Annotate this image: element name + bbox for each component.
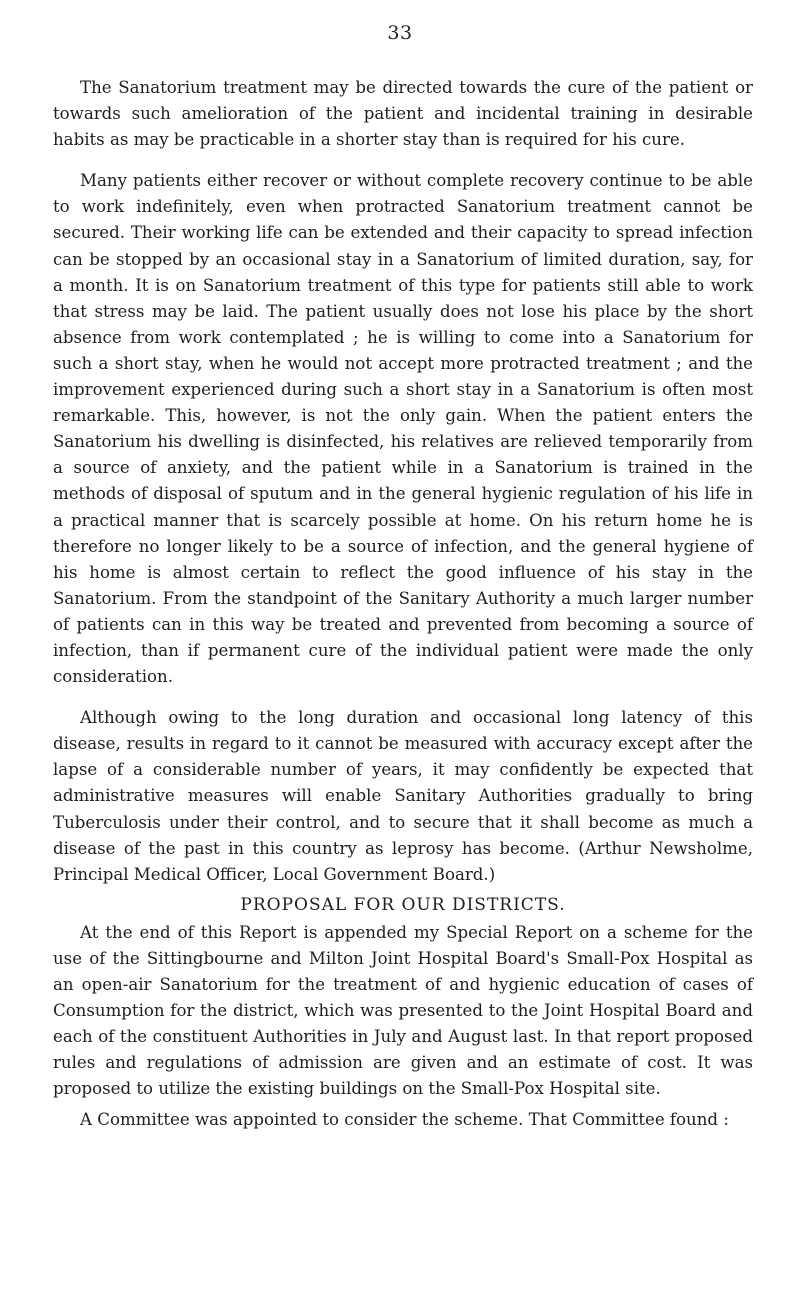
page-number: 33 xyxy=(387,22,413,44)
paragraph-committee: A Committee was appointed to consider the scheme. That Committee found : xyxy=(80,1109,729,1129)
paragraph-special-report: At the end of this Report is appended my Special Report on a scheme for the use of the Sittingbourne and Milton Joint Hospital Board's Small-Pox Hospital as an open-air Sanatorium for the treatment of and hygienic education of cases of Consumption for the district, which was presented to the Joint Hospital Board and each of the constituent Authorities in July and August last. In that report proposed rules and regulations of admission are given and an estimate of cost. It was proposed to utilize the existing buildings on the Small-Pox Hospital site. xyxy=(53,922,753,1099)
paragraph-sanatorium-treatment: The Sanatorium treatment may be directed towards the cure of the patient or towards such amelioration of the patient and incidental training in desirable habits as may be practicable in a shorter stay than is required for his cure. xyxy=(53,78,753,150)
section-heading: PROPOSAL FOR OUR DISTRICTS. xyxy=(240,894,566,915)
body-text xyxy=(53,75,753,1133)
paragraph-many-patients: Many patients either recover or without complete recovery continue to be able to work indefinitely, even when protracted Sanatorium treatment cannot be secured. Their working life can be extended and their capacity to spread infection can be stopped by an occasional stay in a Sanatorium of limited duration, say, for a month. It is on Sanatorium treatment of this type for patients still able to work that stress may be laid. The patient usually does not lose his place by the short absence from work contemplated ; he is willing to come into a Sanatorium for such a short stay, when he would not accept more protracted treatment ; and the improvement experienced during such a short stay in a Sanatorium is often most remarkable. This, however, is not the only gain. When the patient enters the Sanatorium his dwelling is disinfected, his relatives are relieved temporarily from a source of anxiety, and the patient while in a Sanatorium is trained in the methods of disposal of sputum and in the general hygienic regulation of his life in a practical manner that is scarcely possible at home. On his return home he is therefore no longer likely to be a source of infection, and the general hygiene of his home is almost certain to reflect the good influence of his stay in the Sanatorium. From the standpoint of the Sanitary Authority a much larger number of patients can in this way be treated and prevented from becoming a source of infection, than if permanent cure of the individual patient were made the only consideration. xyxy=(53,171,753,687)
paragraph-long-duration: Although owing to the long duration and occasional long latency of this disease, results in regard to it cannot be measured with accuracy except after the lapse of a considerable number of years, it may confidently be expected that administrative measures will enable Sanitary Authorities gradually to bring Tuberculosis under their control, and to secure that it shall become as much a disease of the past in this country as leprosy has become. (Arthur Newsholme, Principal Medical Officer, Local Government Board.) xyxy=(53,708,753,884)
